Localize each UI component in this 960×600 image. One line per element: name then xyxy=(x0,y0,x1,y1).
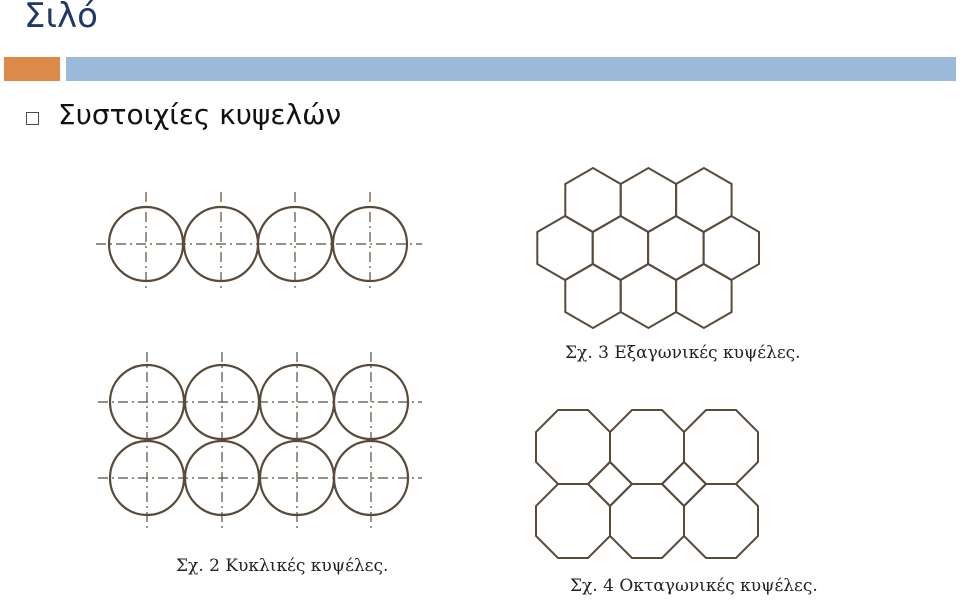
hexagonal-cell xyxy=(621,168,676,232)
caption-hexagonal: Σχ. 3 Εξαγωνικές κυψέλες. xyxy=(565,343,801,363)
octagonal-cells xyxy=(536,410,758,558)
hexagonal-cell xyxy=(676,264,732,328)
hexagonal-cell xyxy=(565,264,620,328)
caption-octagonal: Σχ. 4 Οκταγωνικές κυψέλες. xyxy=(570,576,818,596)
square-interstitial-cell xyxy=(588,462,632,506)
hexagonal-cells xyxy=(537,168,759,328)
hexagonal-cell xyxy=(621,264,676,328)
hexagonal-cell xyxy=(704,216,759,280)
caption-circular: Σχ. 2 Κυκλικές κυψέλες. xyxy=(176,556,389,576)
circular-cells-single-row xyxy=(96,192,422,292)
slide-title: Σιλό xyxy=(24,0,98,36)
square-interstitial-cell xyxy=(662,462,706,506)
hexagonal-cell xyxy=(537,216,592,280)
hexagonal-cell xyxy=(648,216,704,280)
hexagonal-cell xyxy=(593,216,648,280)
hexagonal-cell xyxy=(565,168,620,232)
bullet-text: Συστοιχίες κυψελών xyxy=(58,98,342,131)
circular-cells-double-row xyxy=(98,352,422,528)
hexagonal-cell xyxy=(676,168,732,232)
